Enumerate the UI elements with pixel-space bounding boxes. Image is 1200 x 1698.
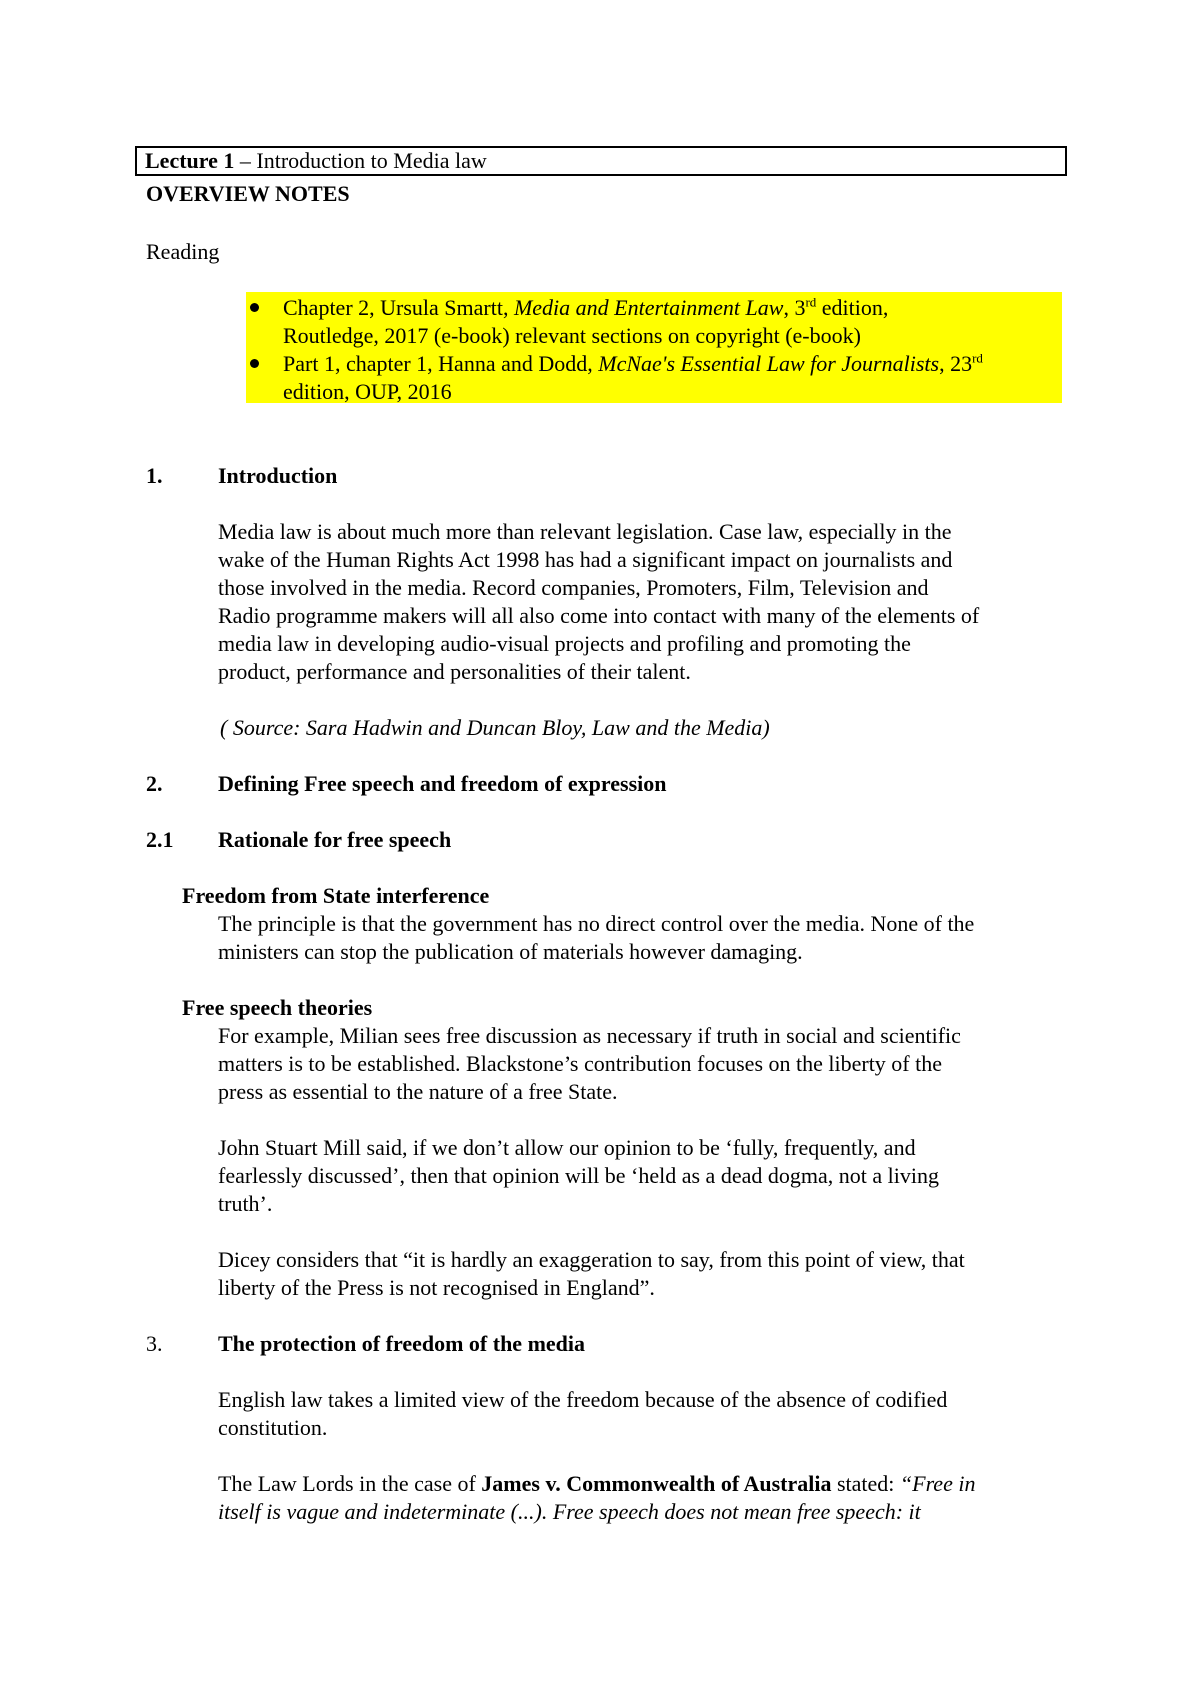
- dicey-body-line: liberty of the Press is not recognised in England”.: [218, 1275, 655, 1300]
- subheading-state-interference: Freedom from State interference: [182, 883, 490, 908]
- reading-item-2-line-1: Part 1, chapter 1, Hanna and Dodd, McNae's Essential Law for Journalists, 23rd: [283, 350, 983, 376]
- reading-item-1-line-2: Routledge, 2017 (e-book) relevant sections on copyright (e-book): [283, 323, 861, 348]
- mill-body-line: John Stuart Mill said, if we don’t allow our opinion to be ‘fully, frequently, and: [218, 1135, 916, 1160]
- reading-item-2-line-2: edition, OUP, 2016: [283, 379, 452, 404]
- state-interference-body-line: The principle is that the government has no direct control over the media. None of the: [218, 911, 975, 936]
- section-3-case-line: The Law Lords in the case of James v. Commonwealth of Australia stated: “Free in: [218, 1471, 976, 1496]
- section-3-title: The protection of freedom of the media: [218, 1331, 586, 1356]
- dicey-body-line: Dicey considers that “it is hardly an exaggeration to say, from this point of view, that: [218, 1247, 965, 1272]
- section-3-body-line: constitution.: [218, 1415, 328, 1440]
- reading-item-1-line-1: Chapter 2, Ursula Smartt, Media and Entertainment Law, 3rd edition,: [283, 294, 889, 320]
- section-1-body-line: those involved in the media. Record companies, Promoters, Film, Television and: [218, 575, 929, 600]
- section-1-body-line: Radio programme makers will all also come into contact with many of the elements of: [218, 603, 980, 628]
- section-1-body-line: product, performance and personalities of their talent.: [218, 659, 691, 684]
- section-1-body-line: media law in developing audio-visual projects and profiling and promoting the: [218, 631, 911, 656]
- theories-body-line: matters is to be established. Blackstone’s contribution focuses on the liberty of the: [218, 1051, 943, 1076]
- section-1-source: ( Source: Sara Hadwin and Duncan Bloy, Law and the Media): [220, 715, 770, 740]
- state-interference-body-line: ministers can stop the publication of materials however damaging.: [218, 939, 803, 964]
- section-1-title: Introduction: [218, 463, 338, 488]
- section-3-quote-line: itself is vague and indeterminate (...). Free speech does not mean free speech: it: [218, 1499, 921, 1524]
- section-1-body-line: wake of the Human Rights Act 1998 has had a significant impact on journalists and: [218, 547, 953, 572]
- section-2-1-title: Rationale for free speech: [218, 827, 452, 852]
- lecture-title-box: [135, 146, 1067, 176]
- reading-heading: Reading: [146, 239, 220, 264]
- theories-body-line: press as essential to the nature of a free State.: [218, 1079, 618, 1104]
- section-1-body-line: Media law is about much more than relevant legislation. Case law, especially in the: [218, 519, 952, 544]
- theories-body-line: For example, Milian sees free discussion as necessary if truth in social and scientific: [218, 1023, 961, 1048]
- section-1-number: 1.: [146, 463, 163, 488]
- lecture-label: Lecture 1: [145, 148, 235, 173]
- bullet-icon: [250, 359, 259, 368]
- section-3-body-line: English law takes a limited view of the freedom because of the absence of codified: [218, 1387, 948, 1412]
- bullet-icon: [250, 303, 259, 312]
- section-2-1-number: 2.1: [146, 827, 174, 852]
- mill-body-line: fearlessly discussed’, then that opinion will be ‘held as a dead dogma, not a living: [218, 1163, 939, 1188]
- mill-body-line: truth’.: [218, 1191, 273, 1216]
- lecture-title: – Introduction to Media law: [234, 148, 487, 173]
- section-2-title: Defining Free speech and freedom of expression: [218, 771, 667, 796]
- overview-heading: OVERVIEW NOTES: [146, 181, 350, 206]
- section-3-number: 3.: [146, 1331, 163, 1356]
- subheading-free-speech-theories: Free speech theories: [182, 995, 373, 1020]
- section-2-number: 2.: [146, 771, 163, 796]
